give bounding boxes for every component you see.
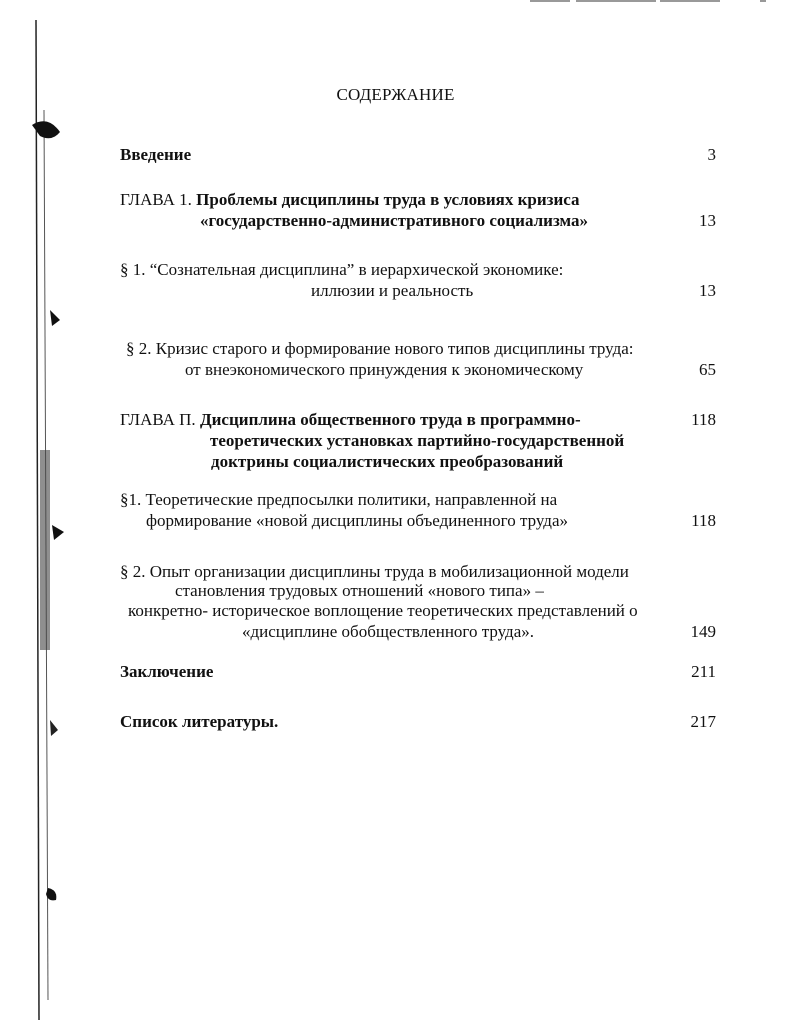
toc-section-1-1-line1: § 1. “Сознательная дисциплина” в иерархической экономике: [120, 260, 564, 279]
toc-entry-conclusion-page: 211 [691, 662, 716, 681]
toc-chapter-1-line1 [120, 190, 580, 210]
toc-chapter-2-page: 118 [691, 410, 716, 429]
toc-section-2-1-page: 118 [691, 511, 716, 530]
toc-entry-intro-label: Введение [120, 145, 192, 164]
toc-section-1-2-line1: § 2. Кризис старого и формирование нового типов дисциплины труда: [126, 339, 634, 358]
toc-section-2-1-line1: §1. Теоретические предпосылки политики, направленной на [120, 490, 558, 509]
toc-chapter-1-line2: «государственно-административного социализма» [200, 211, 588, 230]
toc-chapter-2-line2: теоретических установках партийно-государственной [210, 431, 625, 450]
toc-section-2-2-page: 149 [690, 622, 716, 641]
toc-section-2-2-line1: § 2. Опыт организации дисциплины труда в мобилизационной модели [120, 562, 629, 581]
toc-chapter-2-prefix: ГЛАВА П. [120, 410, 200, 429]
toc-section-1-1-page: 13 [699, 281, 716, 300]
scan-margin-artifact [30, 20, 70, 1020]
toc-section-1-2-page: 65 [699, 360, 716, 379]
toc-section-2-1-line2: формирование «новой дисциплины объединенного труда» [146, 511, 569, 530]
toc-section-2-2-line2: становления трудовых отношений «нового типа» – [175, 581, 544, 600]
scan-top-artifact [530, 0, 790, 3]
toc-chapter-2-title: Дисциплина общественного труда в программно- [199, 410, 581, 429]
toc-chapter-1-prefix: ГЛАВА 1. [120, 190, 197, 209]
toc-chapter-1-title: Проблемы дисциплины труда в условиях кризиса [196, 190, 580, 209]
toc-section-2-2-line4: «дисциплине обобществленного труда». [242, 622, 535, 641]
toc-entry-conclusion-label: Заключение [120, 662, 214, 681]
toc-section-2-2-line3: конкретно- историческое воплощение теоретических представлений о [128, 601, 638, 620]
toc-section-1-2-line2: от внеэкономического принуждения к экономическому [185, 360, 584, 379]
toc-chapter-2-line1 [120, 410, 581, 430]
toc-chapter-1-page: 13 [699, 211, 716, 230]
toc-entry-bibliography-label: Список литературы. [120, 712, 279, 731]
toc-entry-intro-page: 3 [707, 145, 716, 164]
toc-chapter-2-line3: доктрины социалистических преобразований [211, 452, 564, 471]
toc-section-1-1-line2: иллюзии и реальность [311, 281, 474, 300]
page-title: СОДЕРЖАНИЕ [336, 85, 455, 104]
toc-entry-bibliography-page: 217 [690, 712, 716, 731]
